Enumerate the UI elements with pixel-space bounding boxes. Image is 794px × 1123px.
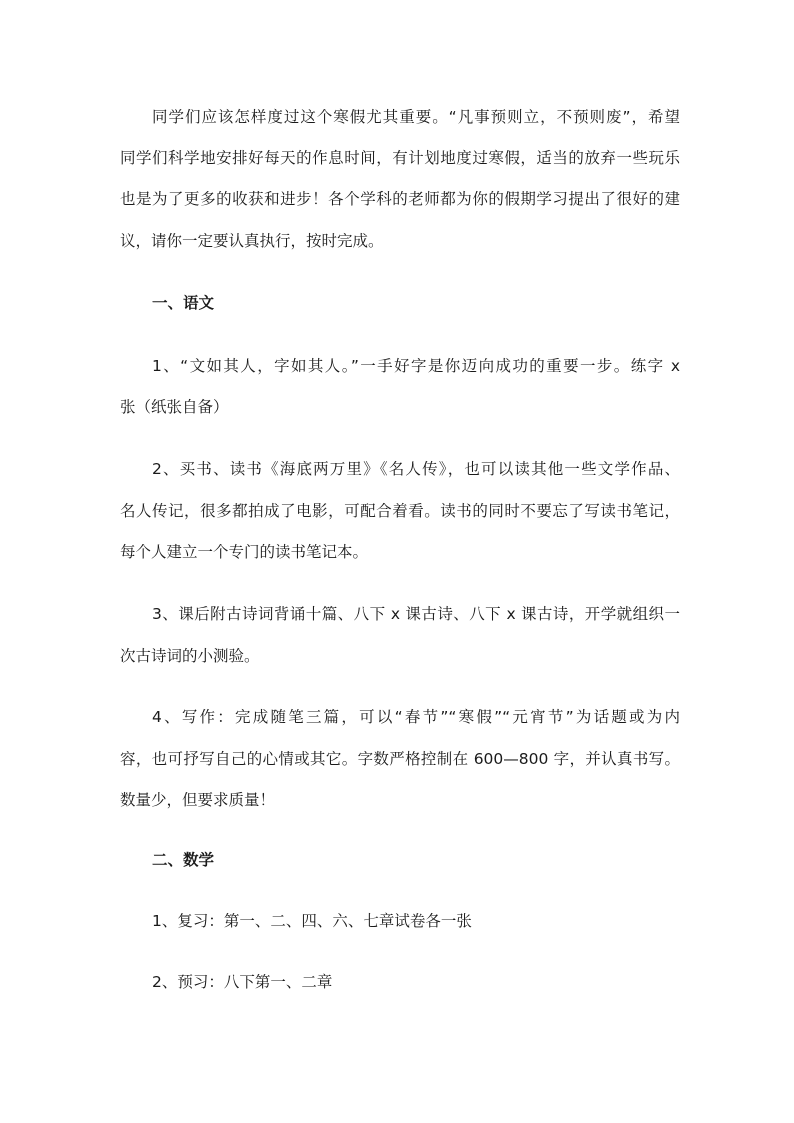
math-item-2-line-1: 2、预习：八下第一、二章 <box>152 973 333 991</box>
chinese-item-4-line-3: 数量少，但要求质量！ <box>120 791 276 809</box>
chinese-item-1-line-2: 张（纸张自备） <box>120 398 229 416</box>
chinese-heading: 一、语文 <box>152 294 215 312</box>
chinese-item-2-line-1: 2、买书、读书《海底两万里》《名人传》，也可以读其他一些文学作品、 <box>152 460 680 478</box>
chinese-item-2-line-2: 名人传记，很多都拍成了电影，可配合着看。读书的同时不要忘了写读书笔记， <box>120 502 680 520</box>
chinese-item-3-line-1: 3、课后附古诗词背诵十篇、八下 x 课古诗、八下 x 课古诗，开学就组织一 <box>152 605 680 623</box>
intro-line-3: 也是为了更多的收获和进步！各个学科的老师都为你的假期学习提出了很好的建 <box>120 190 680 208</box>
intro-line-2: 同学们科学地安排好每天的作息时间，有计划地度过寒假，适当的放弃一些玩乐 <box>120 149 680 167</box>
math-item-1-line-1: 1、复习：第一、二、四、六、七章试卷各一张 <box>152 912 472 930</box>
intro-line-1: 同学们应该怎样度过这个寒假尤其重要。“凡事预则立，不预则废”，希望 <box>152 108 680 126</box>
chinese-item-1-line-1: 1、“文如其人，字如其人。”一手好字是你迈向成功的重要一步。练字 x <box>152 357 680 375</box>
chinese-item-3-line-2: 次古诗词的小测验。 <box>120 647 260 665</box>
chinese-item-2-line-3: 每个人建立一个专门的读书笔记本。 <box>120 543 369 561</box>
chinese-item-4-line-2: 容，也可抒写自己的心情或其它。字数严格控制在 600—800 字，并认真书写。 <box>120 750 680 768</box>
chinese-item-4-line-1: 4、写作：完成随笔三篇，可以“春节”“寒假”“元宵节”为话题或为内 <box>152 708 680 726</box>
math-heading: 二、数学 <box>152 851 215 869</box>
intro-line-4: 议，请你一定要认真执行，按时完成。 <box>120 232 384 250</box>
